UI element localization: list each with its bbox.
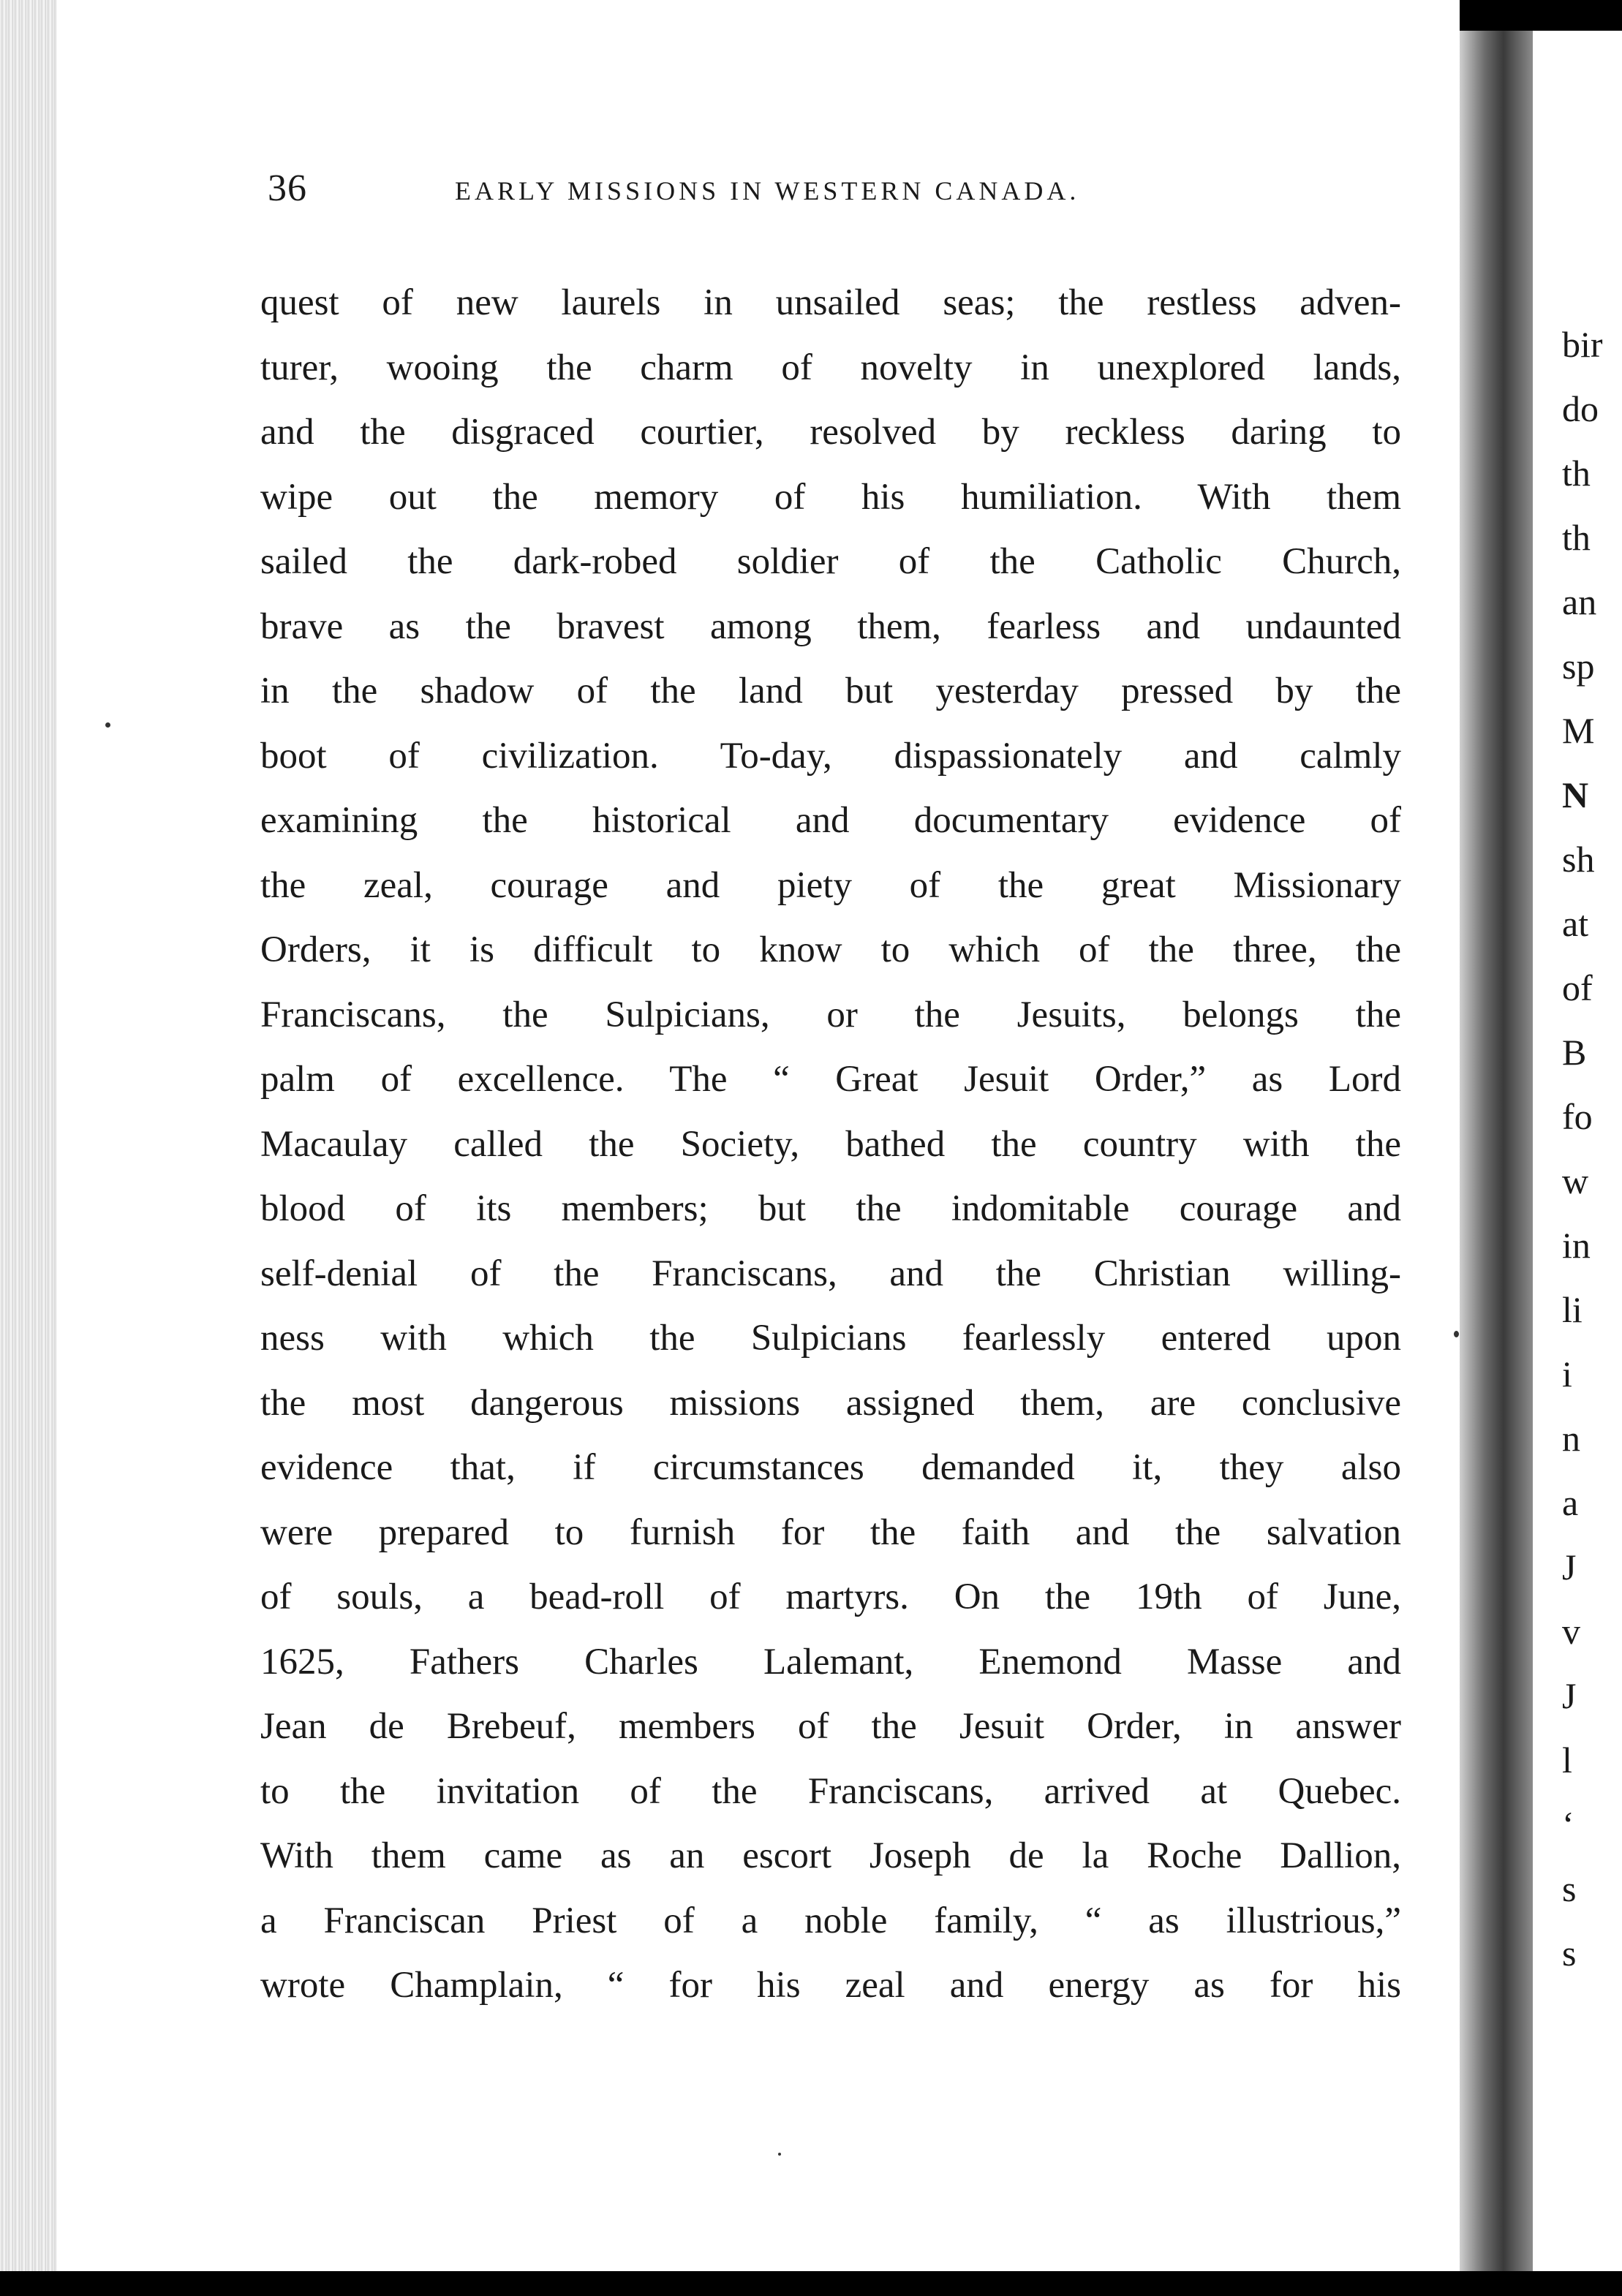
text-line: Jean de Brebeuf, members of the Jesuit Order, in answer: [260, 1706, 1401, 1747]
text-line: Orders, it is difficult to know to which of the three, the: [260, 929, 1401, 970]
text-line: wrote Champlain, “ for his zeal and energy as for his: [260, 1965, 1401, 2006]
facing-page-fragment: M: [1562, 710, 1595, 751]
text-line: the zeal, courage and piety of the great Missionary: [260, 864, 1401, 906]
facing-page-fragment: ‘: [1562, 1804, 1574, 1845]
facing-page-edge: [1533, 31, 1622, 2271]
text-line: a Franciscan Priest of a noble family, “ as illustrious,”: [260, 1900, 1401, 1941]
facing-page-fragment: an: [1562, 581, 1597, 622]
print-speck: [105, 722, 110, 728]
text-line: boot of civilization. To-day, dispassionately and calmly: [260, 735, 1401, 777]
body-text: [260, 271, 1401, 2018]
text-line: and the disgraced courtier, resolved by reckless daring to: [260, 412, 1401, 453]
facing-page-fragment: w: [1562, 1160, 1589, 1201]
page-gutter-shadow: [1460, 0, 1533, 2271]
text-line: wipe out the memory of his humiliation. With them: [260, 476, 1401, 518]
facing-page-fragment: th: [1562, 517, 1591, 558]
facing-page-fragment: do: [1562, 388, 1599, 429]
facing-page-fragment: li: [1562, 1289, 1583, 1330]
text-line: of souls, a bead-roll of martyrs. On the 19th of June,: [260, 1576, 1401, 1617]
book-binding-edge: [0, 0, 59, 2296]
page-number: 36: [268, 167, 307, 209]
text-line: brave as the bravest among them, fearless and undaunted: [260, 605, 1401, 647]
text-line: Franciscans, the Sulpicians, or the Jesuits, belongs the: [260, 994, 1401, 1035]
facing-page-fragment: i: [1562, 1353, 1572, 1394]
facing-page-fragment: s: [1562, 1933, 1577, 1974]
text-line: self-denial of the Franciscans, and the Christian willing-: [260, 1253, 1401, 1294]
facing-page-fragment: sp: [1562, 646, 1595, 687]
facing-page-fragment: at: [1562, 903, 1589, 944]
facing-page-fragment: s: [1562, 1868, 1577, 1909]
text-line: the most dangerous missions assigned them, are conclusive: [260, 1382, 1401, 1424]
scan-frame-top: [1460, 0, 1622, 31]
running-title: EARLY MISSIONS IN WESTERN CANADA.: [455, 176, 1080, 205]
text-line: ness with which the Sulpicians fearlessly entered upon: [260, 1318, 1401, 1359]
facing-page-fragment: v: [1562, 1611, 1580, 1652]
text-line: examining the historical and documentary evidence of: [260, 800, 1401, 841]
text-line: With them came as an escort Joseph de la Roche Dallion,: [260, 1835, 1401, 1876]
text-line: palm of excellence. The “ Great Jesuit Order,” as Lord: [260, 1059, 1401, 1100]
facing-page-fragment: J: [1562, 1547, 1577, 1587]
text-line: 1625, Fathers Charles Lalemant, Enemond Masse and: [260, 1641, 1401, 1683]
facing-page-fragment: J: [1562, 1675, 1577, 1716]
facing-page-fragment: N: [1562, 774, 1589, 815]
text-line: blood of its members; but the indomitable courage and: [260, 1188, 1401, 1229]
scan-frame-bottom: [0, 2271, 1622, 2296]
text-line: evidence that, if circumstances demanded it, they also: [260, 1447, 1401, 1488]
text-line: sailed the dark-robed soldier of the Catholic Church,: [260, 541, 1401, 582]
facing-page-fragment: a: [1562, 1482, 1579, 1523]
facing-page-fragment: of: [1562, 967, 1593, 1008]
facing-page-fragment: in: [1562, 1225, 1591, 1266]
facing-page-fragment: n: [1562, 1418, 1580, 1459]
text-line: in the shadow of the land but yesterday pressed by the: [260, 671, 1401, 711]
text-line: turer, wooing the charm of novelty in unexplored lands,: [260, 347, 1401, 388]
text-line: were prepared to furnish for the faith and the salvation: [260, 1511, 1401, 1553]
facing-page-fragment: B: [1562, 1032, 1587, 1073]
page-header: [268, 167, 1248, 218]
facing-page-fragment: l: [1562, 1740, 1572, 1780]
facing-page-fragment: fo: [1562, 1096, 1593, 1137]
print-speck: [778, 2153, 781, 2156]
text-line: quest of new laurels in unsailed seas; the restless adven-: [260, 282, 1401, 323]
print-speck: [1454, 1331, 1459, 1337]
facing-page-fragment: bir: [1562, 324, 1603, 365]
text-line: to the invitation of the Franciscans, arrived at Quebec.: [260, 1770, 1401, 1812]
facing-page-fragment: sh: [1562, 839, 1595, 880]
facing-page-fragment: th: [1562, 453, 1591, 494]
text-line: Macaulay called the Society, bathed the country with the: [260, 1123, 1401, 1165]
